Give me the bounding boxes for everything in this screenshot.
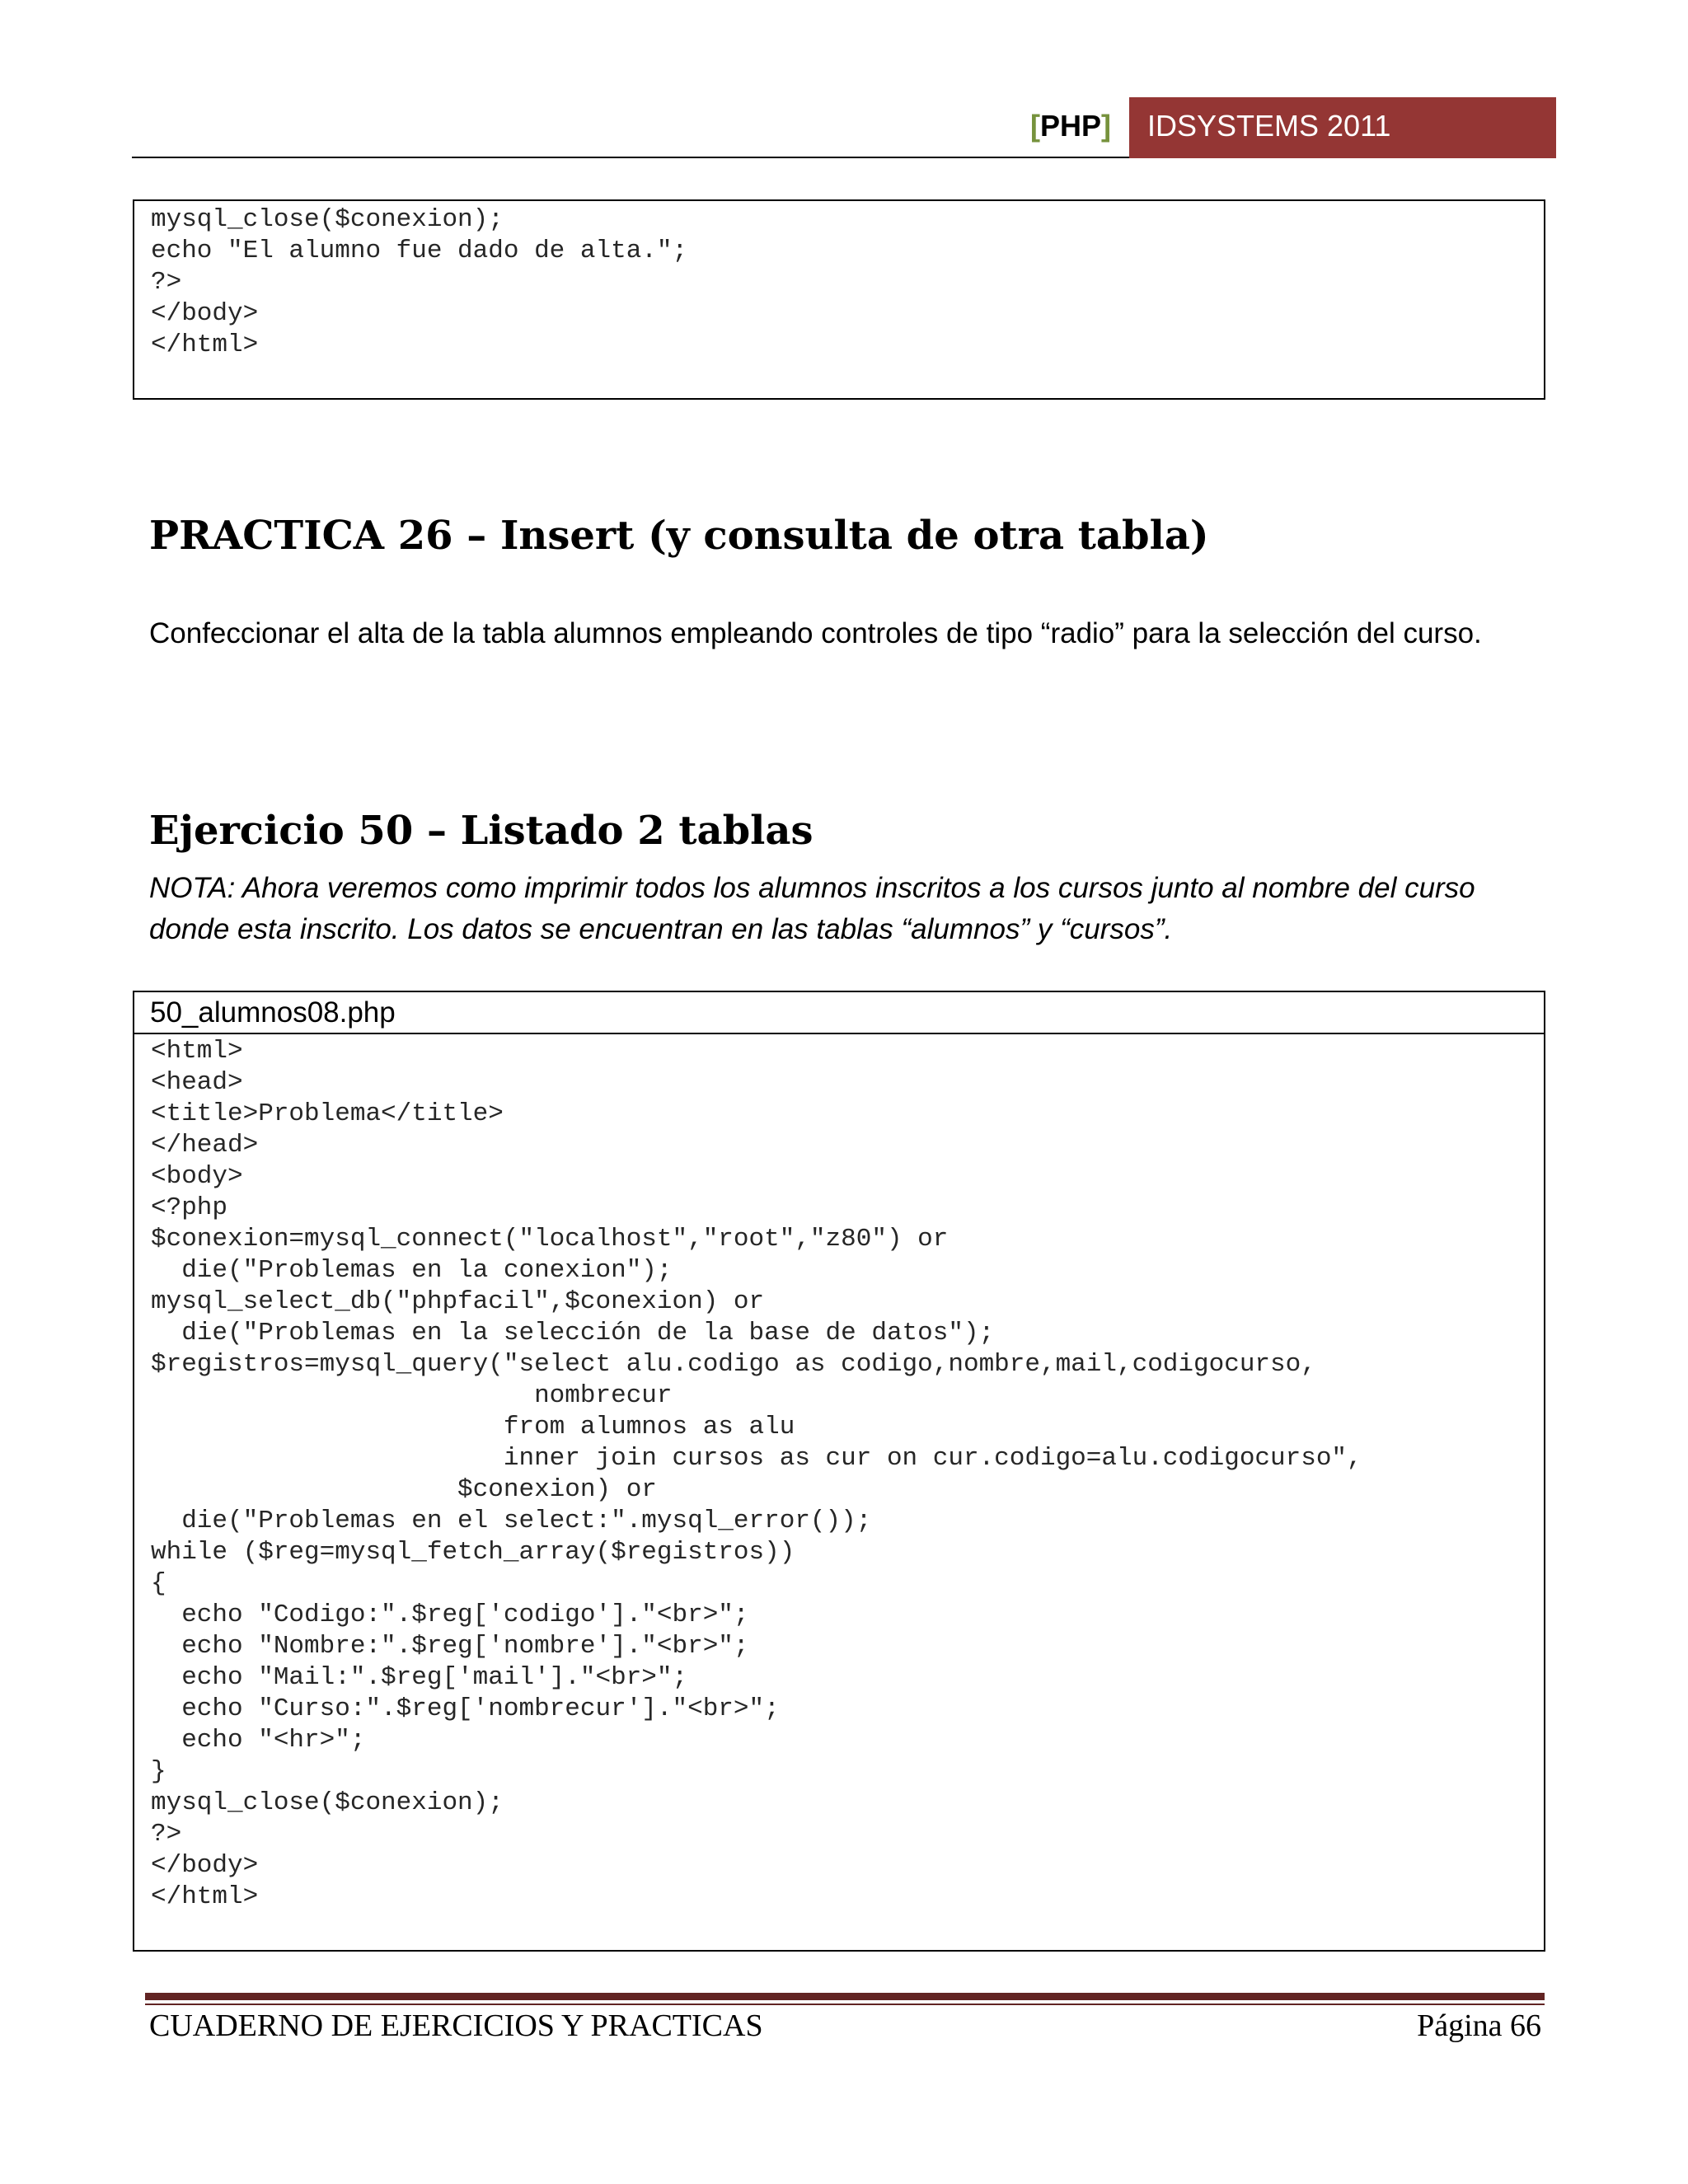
code-line: <?php	[151, 1193, 228, 1222]
ejercicio-heading: Ejercicio 50 – Listado 2 tablas	[149, 808, 814, 854]
ejercicio-note: NOTA: Ahora veremos como imprimir todos los alumnos inscritos a los cursos junto al nombre del curso donde esta inscrito. Los datos se encuentran en las tablas “alumnos” y “cursos”.	[149, 872, 1475, 945]
code-listing	[134, 201, 1544, 361]
code-line: echo "Curso:".$reg['nombrecur']."<br>";	[151, 1694, 780, 1723]
code-line: }	[151, 1757, 166, 1786]
code-listing	[134, 1034, 1544, 1913]
code-line: $conexion) or	[151, 1475, 657, 1504]
code-line: die("Problemas en la conexion");	[151, 1256, 673, 1285]
code-line: mysql_close($conexion);	[151, 1788, 504, 1817]
code-line: from alumnos as alu	[151, 1413, 795, 1441]
code-line: {	[151, 1569, 166, 1598]
footer-rule-thick	[145, 1993, 1545, 2000]
code-line: </body>	[151, 1851, 259, 1880]
code-line: <head>	[151, 1068, 243, 1097]
code-line: $registros=mysql_query("select alu.codigo as codigo,nombre,mail,codigocurso,	[151, 1350, 1316, 1379]
code-line: echo "<hr>";	[151, 1726, 366, 1755]
header-code-text: PHP	[1039, 109, 1101, 143]
code-line: <title>Problema</title>	[151, 1099, 504, 1128]
code-line: $conexion=mysql_connect("localhost","root","z80") or	[151, 1225, 949, 1254]
code-line: ?>	[151, 268, 182, 297]
header-bracket-close: ]	[1101, 109, 1111, 143]
header-bracket-open: [	[1029, 109, 1040, 143]
code-block-file	[133, 991, 1545, 1952]
code-line: ?>	[151, 1820, 182, 1849]
code-line: </body>	[151, 299, 259, 328]
code-line: </html>	[151, 1882, 259, 1911]
code-line: mysql_select_db("phpfacil",$conexion) or	[151, 1287, 765, 1316]
code-line: mysql_close($conexion);	[151, 205, 504, 234]
code-line: </html>	[151, 330, 259, 359]
code-line: echo "El alumno fue dado de alta.";	[151, 237, 688, 265]
header-language-tag	[1030, 109, 1111, 143]
code-line: <html>	[151, 1037, 243, 1066]
footer-rule	[145, 1993, 1545, 2005]
footer-rule-thin	[145, 2004, 1545, 2005]
practica-description: Confeccionar el alta de la tabla alumnos empleando controles de tipo “radio” para la selección del curso.	[149, 617, 1482, 649]
code-line: nombrecur	[151, 1381, 673, 1410]
header-band-text: IDSYSTEMS 2011	[1147, 109, 1391, 143]
code-line: inner join cursos as cur on cur.codigo=alu.codigocurso",	[151, 1444, 1362, 1473]
code-line: </head>	[151, 1131, 259, 1160]
code-block-continuation	[133, 199, 1545, 400]
practica-heading: PRACTICA 26 – Insert (y consulta de otra tabla)	[149, 513, 1209, 559]
footer-title: CUADERNO DE EJERCICIOS Y PRACTICAS	[149, 2008, 763, 2043]
header-band	[1129, 97, 1556, 158]
code-line: die("Problemas en el select:".mysql_error());	[151, 1507, 872, 1535]
code-line: die("Problemas en la selección de la base de datos");	[151, 1319, 995, 1347]
code-line: <body>	[151, 1162, 243, 1191]
code-line: echo "Mail:".$reg['mail']."<br>";	[151, 1663, 688, 1692]
code-filename: 50_alumnos08.php	[134, 992, 1544, 1034]
header-rule	[132, 157, 1133, 158]
code-line: echo "Nombre:".$reg['nombre']."<br>";	[151, 1632, 749, 1661]
code-line: echo "Codigo:".$reg['codigo']."<br>";	[151, 1601, 749, 1629]
page-header	[132, 97, 1556, 158]
page-number: Página 66	[1417, 2008, 1541, 2043]
code-line: while ($reg=mysql_fetch_array($registros))	[151, 1538, 795, 1567]
